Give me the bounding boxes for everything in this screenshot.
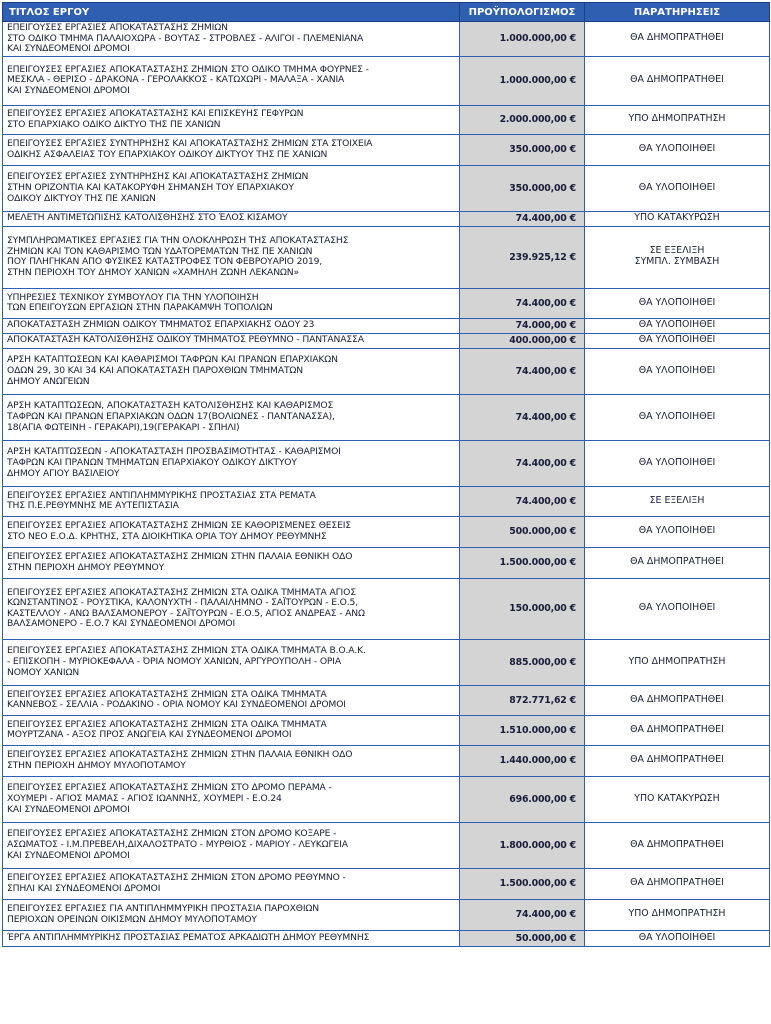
project-notes: ΘΑ ΔΗΜΟΠΡΑΤΗΘΕΙ [585,868,770,899]
project-budget: 74.400,00 € [460,394,585,440]
project-title: ΕΠΕΙΓΟΥΣΕΣ ΕΡΓΑΣΙΕΣ ΑΠΟΚΑΤΑΣΤΑΣΗΣ ΖΗΜΙΩΝ ΣΤΑ ΟΔΙΚΑ ΤΜΗΜΑΤΑ ΜΟΥΡΤΖΑΝΑ - ΑΞΟΣ ΠΡΟΣ ΑΝΩΓΕΙΑ ΚΑΙ ΣΥΝΔΕΟΜΕΝΟΙ ΔΡΟΜΟΙ [3,715,460,745]
project-title: ΑΠΟΚΑΤΑΣΤΑΣΗ ΖΗΜΙΩΝ ΟΔΙΚΟΥ ΤΜΗΜΑΤΟΣ ΕΠΑΡΧΙΑΚΗΣ ΟΔΟΥ 23 [3,318,460,333]
project-title: ΕΠΕΙΓΟΥΣΕΣ ΕΡΓΑΣΙΕΣ ΓΙΑ ΑΝΤΙΠΛΗΜΜΥΡΙΚΗ ΠΡΟΣΤΑΣΙΑ ΠΑΡΟΧΘΙΩΝ ΠΕΡΙΟΧΩΝ ΟΡΕΙΝΩΝ ΟΙΚΙΣΜΩΝ ΔΗΜΟΥ ΜΥΛΟΠΟΤΑΜΟΥ [3,899,460,930]
projects-table [2,2,770,947]
table-row [3,394,770,440]
project-title: ΑΠΟΚΑΤΑΣΤΑΣΗ ΚΑΤΟΛΙΣΘΗΣΗΣ ΟΔΙΚΟΥ ΤΜΗΜΑΤΟΣ ΡΕΘΥΜΝΟ - ΠΑΝΤΑΝΑΣΣΑ [3,333,460,348]
table-row [3,578,770,639]
table-row [3,776,770,822]
project-title: ΕΠΕΙΓΟΥΣΕΣ ΕΡΓΑΣΙΕΣ ΑΠΟΚΑΤΑΣΤΑΣΗΣ ΖΗΜΙΩΝ ΣΤΑ ΟΔΙΚΑ ΤΜΗΜΑΤΑ ΚΑΝΝΕΒΟΣ - ΣΕΛΛΙΑ - ΡΟΔΑΚΙΝΟ - ΟΡΙΑ ΝΟΜΟΥ ΚΑΙ ΣΥΝΔΕΟΜΕΝΟΙ ΔΡΟΜΟΙ [3,685,460,715]
project-notes: ΥΠΟ ΔΗΜΟΠΡΑΤΗΣΗ [585,105,770,134]
project-title: ΕΠΕΙΓΟΥΣΕΣ ΕΡΓΑΣΙΕΣ ΑΠΟΚΑΤΑΣΤΑΣΗΣ ΖΗΜΙΩΝ ΣΤΟΝ ΔΡΟΜΟ ΡΕΘΥΜΝΟ - ΣΠΗΛΙ ΚΑΙ ΣΥΝΔΕΟΜΕΝΟΙ ΔΡΟΜΟΙ [3,868,460,899]
project-notes: ΣΕ ΕΞΕΛΙΞΗ ΣΥΜΠΛ. ΣΥΜΒΑΣΗ [585,226,770,288]
project-budget: 74.400,00 € [460,288,585,318]
project-budget: 74.000,00 € [460,318,585,333]
project-budget: 2.000.000,00 € [460,105,585,134]
table-row [3,715,770,745]
table-header [3,3,770,22]
project-notes: ΘΑ ΔΗΜΟΠΡΑΤΗΘΕΙ [585,822,770,868]
table-row [3,899,770,930]
project-notes: ΘΑ ΥΛΟΠΟΙΗΘΕΙ [585,318,770,333]
project-budget: 1.000.000,00 € [460,56,585,105]
project-notes: ΘΑ ΔΗΜΟΠΡΑΤΗΘΕΙ [585,547,770,578]
project-notes: ΘΑ ΥΛΟΠΟΙΗΘΕΙ [585,578,770,639]
table-row [3,685,770,715]
table-row [3,226,770,288]
project-budget: 1.500.000,00 € [460,868,585,899]
project-notes: ΘΑ ΔΗΜΟΠΡΑΤΗΘΕΙ [585,715,770,745]
table-row [3,822,770,868]
project-title: ΈΡΓΑ ΑΝΤΙΠΛΗΜΜΥΡΙΚΗΣ ΠΡΟΣΤΑΣΙΑΣ ΡΕΜΑΤΟΣ ΑΡΚΑΔΙΩΤΗ ΔΗΜΟΥ ΡΕΘΥΜΝΗΣ [3,930,460,946]
table-row [3,134,770,165]
project-budget: 74.400,00 € [460,486,585,516]
table-row [3,745,770,776]
header-title: ΤΙΤΛΟΣ ΕΡΓΟΥ [3,3,460,22]
project-title: ΥΠΗΡΕΣΙΕΣ ΤΕΧΝΙΚΟΥ ΣΥΜΒΟΥΛΟΥ ΓΙΑ ΤΗΝ ΥΛΟΠΟΙΗΣΗ ΤΩΝ ΕΠΕΙΓΟΥΣΩΝ ΕΡΓΑΣΙΩΝ ΣΤΗΝ ΠΑΡΑΚΑΜΨΗ ΤΟΠΟΛΙΩΝ [3,288,460,318]
project-notes: ΥΠΟ ΚΑΤΑΚΥΡΩΣΗ [585,211,770,226]
project-notes: ΣΕ ΕΞΕΛΙΞΗ [585,486,770,516]
project-budget: 74.400,00 € [460,440,585,486]
table-row [3,318,770,333]
project-title: ΑΡΣΗ ΚΑΤΑΠΤΩΣΕΩΝ, ΑΠΟΚΑΤΑΣΤΑΣΗ ΚΑΤΟΛΙΣΘΗΣΗΣ ΚΑΙ ΚΑΘΑΡΙΣΜΟΣ ΤΑΦΡΩΝ ΚΑΙ ΠΡΑΝΩΝ ΕΠΑΡΧΙΑΚΩΝ ΟΔΩΝ 17(ΒΟΛΙΩΝΕΣ - ΠΑΝΤΑΝΑΣΣΑ), 18(ΑΓΙΑ ΦΩΤΕΙΝΗ - ΓΕΡΑΚΑΡΙ),19(ΓΕΡΑΚΑΡΙ - ΣΠΗΛΙ) [3,394,460,440]
project-notes: ΘΑ ΥΛΟΠΟΙΗΘΕΙ [585,288,770,318]
table-row [3,639,770,685]
table-row [3,348,770,394]
project-budget: 1.000.000,00 € [460,22,585,57]
table-row [3,56,770,105]
project-notes: ΘΑ ΔΗΜΟΠΡΑΤΗΘΕΙ [585,745,770,776]
project-budget: 150.000,00 € [460,578,585,639]
project-budget: 350.000,00 € [460,165,585,211]
project-budget: 350.000,00 € [460,134,585,165]
project-budget: 50.000,00 € [460,930,585,946]
project-budget: 1.500.000,00 € [460,547,585,578]
project-title: ΕΠΕΙΓΟΥΣΕΣ ΕΡΓΑΣΙΕΣ ΑΠΟΚΑΤΑΣΤΑΣΗΣ ΖΗΜΙΩΝ ΣΤΑ ΟΔΙΚΑ ΤΜΗΜΑΤΑ ΑΓΙΟΣ ΚΩΝΣΤΑΝΤΙΝΟΣ - ΡΟΥΣΤΙΚΑ, ΚΑΛΟΝΥΧΤΗ - ΠΑΛΑΙΛΗΜΝΟ - ΣΑΪΤΟΥΡΩΝ - Ε.Ο.5, ΚΑΣΤΕΛΛΟΥ - ΑΝΩ ΒΑΛΣΑΜΟΝΕΡΟΥ - ΣΑΪΤΟΥΡΩΝ - Ε.Ο.5, ΑΓΙΟΣ ΑΝΔΡΕΑΣ - ΑΝΩ ΒΑΛΣΑΜΟΝΕΡΟ - Ε.Ο.7 ΚΑΙ ΣΥΝΔΕΟΜΕΝΟΙ ΔΡΟΜΟΙ [3,578,460,639]
project-notes: ΘΑ ΥΛΟΠΟΙΗΘΕΙ [585,165,770,211]
header-budget: ΠΡΟΫΠΟΛΟΓΙΣΜΟΣ [460,3,585,22]
project-title: ΕΠΕΙΓΟΥΣΕΣ ΕΡΓΑΣΙΕΣ ΑΠΟΚΑΤΑΣΤΑΣΗΣ ΖΗΜΙΩΝ ΣΤΟΝ ΔΡΟΜΟ ΚΟΞΑΡΕ - ΑΣΩΜΑΤΟΣ - Ι.Μ.ΠΡΕΒΕΛΗ,ΔΙΧΑΛΟΣΤΡΑΤΟ - ΜΥΡΘΙΟΣ - ΜΑΡΙΟΥ - ΛΕΥΚΩΓΕΙΑ ΚΑΙ ΣΥΝΔΕΟΜΕΝΟΙ ΔΡΟΜΟΙ [3,822,460,868]
header-row [3,3,770,22]
project-title: ΕΠΕΙΓΟΥΣΕΣ ΕΡΓΑΣΙΕΣ ΑΠΟΚΑΤΑΣΤΑΣΗΣ ΖΗΜΙΩΝ ΣΤΗΝ ΠΑΛΑΙΑ ΕΘΝΙΚΗ ΟΔΟ ΣΤΗΝ ΠΕΡΙΟΧΗ ΔΗΜΟΥ ΜΥΛΟΠΟΤΑΜΟΥ [3,745,460,776]
table-body [3,22,770,947]
project-budget: 885.000,00 € [460,639,585,685]
project-title: ΜΕΛΕΤΗ ΑΝΤΙΜΕΤΩΠΙΣΗΣ ΚΑΤΟΛΙΣΘΗΣΗΣ ΣΤΟ ΈΛΟΣ ΚΙΣΑΜΟΥ [3,211,460,226]
project-title: ΣΥΜΠΛΗΡΩΜΑΤΙΚΕΣ ΕΡΓΑΣΙΕΣ ΓΙΑ ΤΗΝ ΟΛΟΚΛΗΡΩΣΗ ΤΗΣ ΑΠΟΚΑΤΑΣΤΑΣΗΣ ΖΗΜΙΩΝ ΚΑΙ ΤΟΝ ΚΑΘΑΡΙΣΜΟ ΤΩΝ ΥΔΑΤΟΡΕΜΑΤΩΝ ΤΗΣ ΠΕ ΧΑΝΙΩΝ ΠΟΥ ΠΛΗΓΗΚΑΝ ΑΠΟ ΦΥΣΙΚΕΣ ΚΑΤΑΣΤΡΟΦΕΣ ΤΟΝ ΦΕΒΡΟΥΑΡΙΟ 2019, ΣΤΗΝ ΠΕΡΙΟΧΗ ΤΟΥ ΔΗΜΟΥ ΧΑΝΙΩΝ «ΧΑΜΗΛΗ ΖΩΝΗ ΛΕΚΑΝΩΝ» [3,226,460,288]
table-row [3,440,770,486]
table-row [3,22,770,57]
project-notes: ΥΠΟ ΚΑΤΑΚΥΡΩΣΗ [585,776,770,822]
project-notes: ΥΠΟ ΔΗΜΟΠΡΑΤΗΣΗ [585,639,770,685]
project-budget: 1.510.000,00 € [460,715,585,745]
project-notes: ΘΑ ΔΗΜΟΠΡΑΤΗΘΕΙ [585,685,770,715]
project-title: ΕΠΕΙΓΟΥΣΕΣ ΕΡΓΑΣΙΕΣ ΑΠΟΚΑΤΑΣΤΑΣΗΣ ΖΗΜΙΩΝ ΣΤΟ ΟΔΙΚΟ ΤΜΗΜΑ ΠΑΛΑΙΟΧΩΡΑ - ΒΟΥΤΑΣ - ΣΤΡΟΒΛΕΣ - ΑΛΙΓΟΙ - ΠΛΕΜΕΝΙΑΝΑ ΚΑΙ ΣΥΝΔΕΟΜΕΝΟΙ ΔΡΟΜΟΙ [3,22,460,57]
project-budget: 1.800.000,00 € [460,822,585,868]
project-notes: ΘΑ ΥΛΟΠΟΙΗΘΕΙ [585,516,770,547]
table-row [3,486,770,516]
project-budget: 696.000,00 € [460,776,585,822]
project-notes: ΘΑ ΥΛΟΠΟΙΗΘΕΙ [585,333,770,348]
project-title: ΕΠΕΙΓΟΥΣΕΣ ΕΡΓΑΣΙΕΣ ΑΠΟΚΑΤΑΣΤΑΣΗΣ ΚΑΙ ΕΠΙΣΚΕΥΗΣ ΓΕΦΥΡΩΝ ΣΤΟ ΕΠΑΡΧΙΑΚΟ ΟΔΙΚΟ ΔΙΚΤΥΟ ΤΗΣ ΠΕ ΧΑΝΙΩΝ [3,105,460,134]
project-notes: ΘΑ ΥΛΟΠΟΙΗΘΕΙ [585,348,770,394]
project-notes: ΘΑ ΔΗΜΟΠΡΑΤΗΘΕΙ [585,56,770,105]
project-budget: 74.400,00 € [460,211,585,226]
project-notes: ΘΑ ΔΗΜΟΠΡΑΤΗΘΕΙ [585,22,770,57]
table-row [3,930,770,946]
project-title: ΕΠΕΙΓΟΥΣΕΣ ΕΡΓΑΣΙΕΣ ΣΥΝΤΗΡΗΣΗΣ ΚΑΙ ΑΠΟΚΑΤΑΣΤΑΣΗΣ ΖΗΜΙΩΝ ΣΤΑ ΣΤΟΙΧΕΙΑ ΟΔΙΚΗΣ ΑΣΦΑΛΕΙΑΣ ΤΟΥ ΕΠΑΡΧΙΑΚΟΥ ΟΔΙΚΟΥ ΔΙΚΤΥΟΥ ΤΗΣ ΠΕ ΧΑΝΙΩΝ [3,134,460,165]
project-title: ΕΠΕΙΓΟΥΣΕΣ ΕΡΓΑΣΙΕΣ ΣΥΝΤΗΡΗΣΗΣ ΚΑΙ ΑΠΟΚΑΤΑΣΤΑΣΗΣ ΖΗΜΙΩΝ ΣΤΗΝ ΟΡΙΖΟΝΤΙΑ ΚΑΙ ΚΑΤΑΚΟΡΥΦΗ ΣΗΜΑΝΣΗ ΤΟΥ ΕΠΑΡΧΙΑΚΟΥ ΟΔΙΚΟΥ ΔΙΚΤΥΟΥ ΤΗΣ ΠΕ ΧΑΝΙΩΝ [3,165,460,211]
table-row [3,516,770,547]
project-notes: ΥΠΟ ΔΗΜΟΠΡΑΤΗΣΗ [585,899,770,930]
project-title: ΕΠΕΙΓΟΥΣΕΣ ΕΡΓΑΣΙΕΣ ΑΠΟΚΑΤΑΣΤΑΣΗΣ ΖΗΜΙΩΝ ΣΕ ΚΑΘΟΡΙΣΜΕΝΕΣ ΘΕΣΕΙΣ ΣΤΟ ΝΕΟ Ε.Ο.Δ. ΚΡΗΤΗΣ, ΣΤΑ ΔΙΟΙΚΗΤΙΚΑ ΟΡΙΑ ΤΟΥ ΔΗΜΟΥ ΡΕΘΥΜΝΗΣ [3,516,460,547]
project-notes: ΘΑ ΥΛΟΠΟΙΗΘΕΙ [585,134,770,165]
project-title: ΕΠΕΙΓΟΥΣΕΣ ΕΡΓΑΣΙΕΣ ΑΠΟΚΑΤΑΣΤΑΣΗΣ ΖΗΜΙΩΝ ΣΤΑ ΟΔΙΚΑ ΤΜΗΜΑΤΑ Β.Ο.Α.Κ. - ΕΠΙΣΚΟΠΗ - ΜΥΡΙΟΚΕΦΑΛΑ - ΌΡΙΑ ΝΟΜΟΥ ΧΑΝΙΩΝ, ΑΡΓΥΡΟΥΠΟΛΗ - ΟΡΙΑ ΝΟΜΟΥ ΧΑΝΙΩΝ [3,639,460,685]
project-notes: ΘΑ ΥΛΟΠΟΙΗΘΕΙ [585,440,770,486]
table-row [3,165,770,211]
table-row [3,105,770,134]
project-title: ΑΡΣΗ ΚΑΤΑΠΤΩΣΕΩΝ - ΑΠΟΚΑΤΑΣΤΑΣΗ ΠΡΟΣΒΑΣΙΜΟΤΗΤΑΣ - ΚΑΘΑΡΙΣΜΟΙ ΤΑΦΡΩΝ ΚΑΙ ΠΡΑΝΩΝ ΤΜΗΜΑΤΩΝ ΕΠΑΡΧΙΑΚΟΥ ΟΔΙΚΟΥ ΔΙΚΤΥΟΥ ΔΗΜΟΥ ΑΓΙΟΥ ΒΑΣΙΛΕΙΟΥ [3,440,460,486]
table-row [3,333,770,348]
project-title: ΕΠΕΙΓΟΥΣΕΣ ΕΡΓΑΣΙΕΣ ΑΠΟΚΑΤΑΣΤΑΣΗΣ ΖΗΜΙΩΝ ΣΤΗΝ ΠΑΛΑΙΑ ΕΘΝΙΚΗ ΟΔΟ ΣΤΗΝ ΠΕΡΙΟΧΗ ΔΗΜΟΥ ΡΕΘΥΜΝΟΥ [3,547,460,578]
table-row [3,868,770,899]
table-row [3,547,770,578]
table-row [3,288,770,318]
project-title: ΕΠΕΙΓΟΥΣΕΣ ΕΡΓΑΣΙΕΣ ΑΝΤΙΠΛΗΜΜΥΡΙΚΗΣ ΠΡΟΣΤΑΣΙΑΣ ΣΤΑ ΡΕΜΑΤΑ ΤΗΣ Π.Ε.ΡΕΘΥΜΝΗΣ ΜΕ ΑΥΤΕΠΙΣΤΑΣΙΑ [3,486,460,516]
header-notes: ΠΑΡΑΤΗΡΗΣΕΙΣ [585,3,770,22]
project-title: ΕΠΕΙΓΟΥΣΕΣ ΕΡΓΑΣΙΕΣ ΑΠΟΚΑΤΑΣΤΑΣΗΣ ΖΗΜΙΩΝ ΣΤΟ ΟΔΙΚΟ ΤΜΗΜΑ ΦΟΥΡΝΕΣ - ΜΕΣΚΛΑ - ΘΕΡΙΣΟ - ΔΡΑΚΟΝΑ - ΓΕΡΟΛΑΚΚΟΣ - ΚΑΤΩΧΩΡΙ - ΜΑΛΑΞΑ - ΧΑΝΙΑ ΚΑΙ ΣΥΝΔΕΟΜΕΝΟΙ ΔΡΟΜΟΙ [3,56,460,105]
project-budget: 1.440.000,00 € [460,745,585,776]
project-notes: ΘΑ ΥΛΟΠΟΙΗΘΕΙ [585,394,770,440]
project-budget: 400.000,00 € [460,333,585,348]
project-notes: ΘΑ ΥΛΟΠΟΙΗΘΕΙ [585,930,770,946]
project-budget: 74.400,00 € [460,899,585,930]
table-row [3,211,770,226]
project-budget: 500.000,00 € [460,516,585,547]
project-budget: 74.400,00 € [460,348,585,394]
project-budget: 872.771,62 € [460,685,585,715]
project-title: ΑΡΣΗ ΚΑΤΑΠΤΩΣΕΩΝ ΚΑΙ ΚΑΘΑΡΙΣΜΟΙ ΤΑΦΡΩΝ ΚΑΙ ΠΡΑΝΩΝ ΕΠΑΡΧΙΑΚΩΝ ΟΔΩΝ 29, 30 ΚΑΙ 34 ΚΑΙ ΑΠΟΚΑΤΑΣΤΑΣΗ ΠΑΡΟΧΘΙΩΝ ΤΜΗΜΑΤΩΝ ΔΗΜΟΥ ΑΝΩΓΕΙΩΝ [3,348,460,394]
project-budget: 239.925,12 € [460,226,585,288]
project-title: ΕΠΕΙΓΟΥΣΕΣ ΕΡΓΑΣΙΕΣ ΑΠΟΚΑΤΑΣΤΑΣΗΣ ΖΗΜΙΩΝ ΣΤΟ ΔΡΟΜΟ ΠΕΡΑΜΑ - ΧΟΥΜΕΡΙ - ΑΓΙΟΣ ΜΑΜΑΣ - ΑΓΙΟΣ ΙΩΑΝΝΗΣ, ΧΟΥΜΕΡΙ - Ε.Ο.24 ΚΑΙ ΣΥΝΔΕΟΜΕΝΟΙ ΔΡΟΜΟΙ [3,776,460,822]
